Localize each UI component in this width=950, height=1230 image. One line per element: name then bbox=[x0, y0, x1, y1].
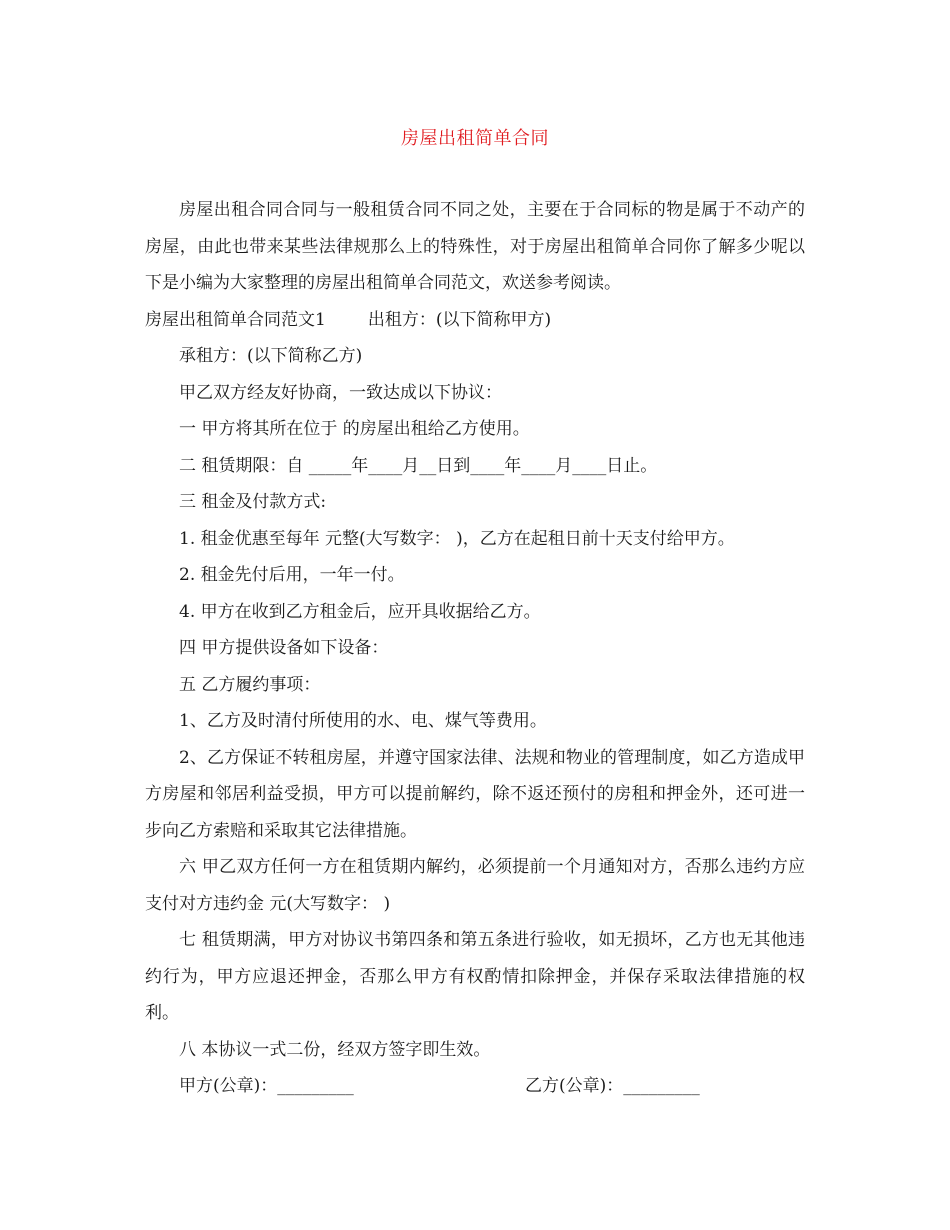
clause-7: 七 租赁期满，甲方对协议书第四条和第五条进行验收，如无损坏，乙方也无其他违约行为，甲方应退还押金，否那么甲方有权酌情扣除押金，并保存采取法律措施的权利。 bbox=[145, 930, 805, 1023]
clause-3-2: 2. 租金先付后用，一年一付。 bbox=[179, 565, 405, 585]
clause-5: 五 乙方履约事项： bbox=[179, 674, 321, 695]
lessor-line: 出租方：(以下简称甲方) bbox=[367, 309, 552, 330]
document-body bbox=[145, 192, 805, 1105]
party-a-signature: 甲方(公章)：_________ bbox=[179, 1076, 354, 1096]
clause-3: 三 租金及付款方式: bbox=[179, 492, 327, 512]
intro-paragraph: 房屋出租合同合同与一般租赁合同不同之处，主要在于合同标的物是属于不动产的房屋，由此也带来某些法律规那么上的特殊性，对于房屋出租简单合同你了解多少呢以下是小编为大家整理的房屋出租简单合同范文，欢送参考阅读。 bbox=[145, 200, 805, 293]
signature-row bbox=[145, 1068, 805, 1105]
clause-5-1: 1、乙方及时清付所使用的水、电、煤气等费用。 bbox=[179, 711, 547, 731]
clause-1: 一 甲方将其所在位于 的房屋出租给乙方使用。 bbox=[179, 419, 530, 439]
clause-4: 四 甲方提供设备如下设备： bbox=[179, 638, 389, 658]
clause-5-2: 2、乙方保证不转租房屋，并遵守国家法律、法规和物业的管理制度，如乙方造成甲方房屋和邻居利益受损，甲方可以提前解约，除不返还预付的房租和押金外，还可进一步向乙方索赔和采取其它法律措施。 bbox=[145, 747, 805, 841]
document-title: 房屋出租简单合同 bbox=[401, 128, 549, 149]
sample-heading: 房屋出租简单合同范文1 bbox=[145, 309, 326, 330]
clause-3-4: 4. 甲方在收到乙方租金后，应开具收据给乙方。 bbox=[179, 601, 541, 622]
party-b-signature: 乙方(公章)：_________ bbox=[525, 1076, 700, 1096]
clause-6: 六 甲乙双方任何一方在租赁期内解约，必须提前一个月通知对方，否那么违约方应支付对方违约金 元(大写数字： ) bbox=[145, 857, 805, 914]
lessee-line: 承租方：(以下简称乙方) bbox=[179, 346, 363, 366]
clause-3-1: 1. 租金优惠至每年 元整(大写数字： )，乙方在起租日前十天支付给甲方。 bbox=[179, 528, 735, 549]
clause-8: 八 本协议一式二份，经双方签字即生效。 bbox=[179, 1039, 491, 1060]
sample-heading-line bbox=[145, 302, 805, 339]
agreement-line: 甲乙双方经友好协商，一致达成以下协议： bbox=[179, 382, 502, 403]
clause-2: 二 租赁期限：自 _____年____月__日到____年____月____日止。 bbox=[179, 455, 658, 476]
